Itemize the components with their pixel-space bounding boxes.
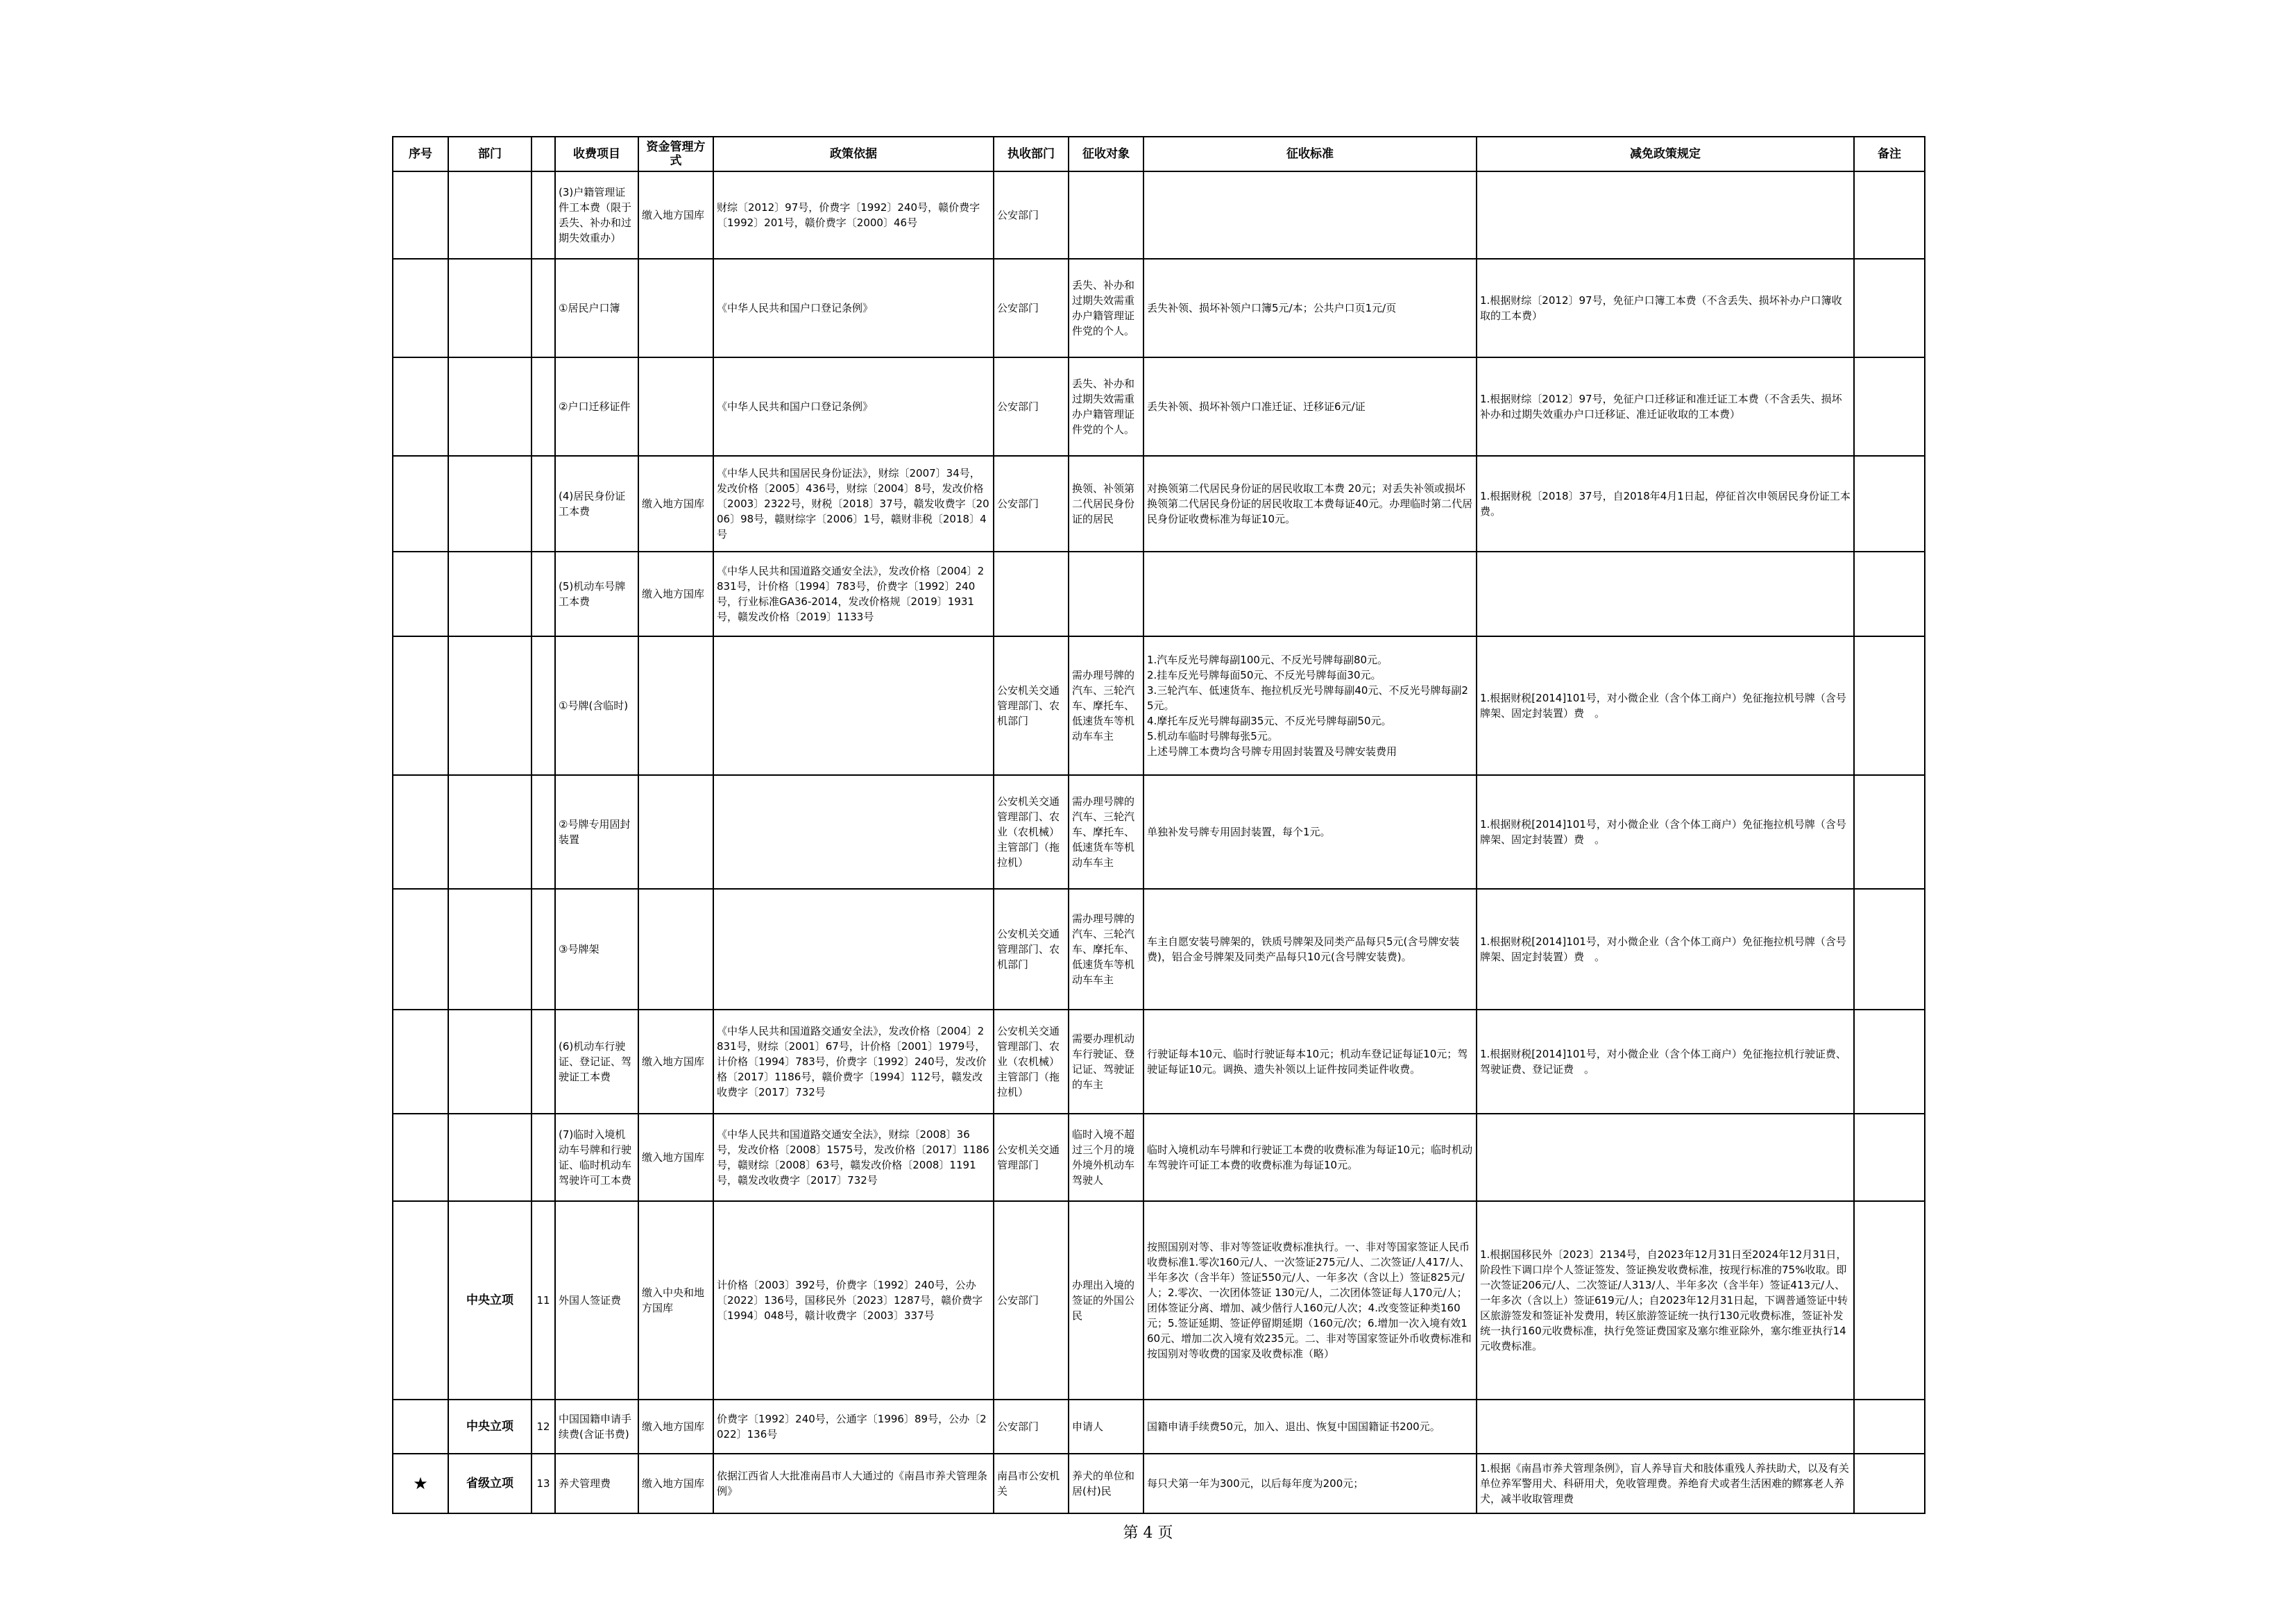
cell-target: 换领、补领第二代居民身份证的居民 — [1069, 456, 1143, 552]
cell-target: 需办理号牌的汽车、三轮汽车、摩托车、低速货车等机动车车主 — [1069, 636, 1143, 775]
cell-agency: 南昌市公安机关 — [994, 1454, 1069, 1513]
col-header-fund: 资金管理方式 — [638, 137, 713, 171]
cell-note — [1854, 1201, 1925, 1400]
col-header-dept: 部门 — [448, 137, 532, 171]
cell-note — [1854, 1114, 1925, 1201]
cell-dept — [448, 889, 532, 1010]
cell-fund: 缴入中央和地方国库 — [638, 1201, 713, 1400]
cell-target: 临时入境不超过三个月的境外境外机动车驾驶人 — [1069, 1114, 1143, 1201]
cell-fund — [638, 357, 713, 456]
cell-relief: 1.根据财税[2014]101号，对小微企业（含个体工商户）免征拖拉机号牌（含号牌架、固定封装置）费 。 — [1477, 889, 1854, 1010]
cell-seq — [393, 889, 448, 1010]
cell-note — [1854, 775, 1925, 889]
cell-policy: 《中华人民共和国道路交通安全法》，发改价格〔2004〕2831号，计价格〔1994〕783号，价费字〔1992〕240号，行业标准GA36-2014，发改价格规〔2019〕1931号，赣发改价格〔2019〕1133号 — [713, 552, 994, 636]
cell-dept — [448, 1010, 532, 1114]
cell-policy: 《中华人民共和国道路交通安全法》，财综〔2008〕36号，发改价格〔2008〕1575号，发改价格〔2017〕1186号，赣财综〔2008〕63号，赣发改价格〔2008〕1191号，赣发改收费字〔2017〕732号 — [713, 1114, 994, 1201]
cell-relief — [1477, 552, 1854, 636]
cell-target: 申请人 — [1069, 1400, 1143, 1454]
cell-seq — [393, 1400, 448, 1454]
cell-relief: 1.根据《南昌市养犬管理条例》，盲人养导盲犬和肢体重残人养扶助犬，以及有关单位养军警用犬、科研用犬，免收管理费。养绝育犬或者生活困难的鳏寡老人养犬，减半收取管理费 — [1477, 1454, 1854, 1513]
cell-relief — [1477, 1400, 1854, 1454]
cell-agency: 公安部门 — [994, 259, 1069, 357]
col-header-seq: 序号 — [393, 137, 448, 171]
cell-policy: 《中华人民共和国户口登记条例》 — [713, 357, 994, 456]
cell-note — [1854, 357, 1925, 456]
cell-num — [532, 775, 555, 889]
cell-item: 养犬管理费 — [555, 1454, 638, 1513]
cell-standard: 丢失补领、损坏补领户口簿5元/本；公共户口页1元/页 — [1143, 259, 1477, 357]
cell-agency: 公安部门 — [994, 357, 1069, 456]
cell-policy: 《中华人民共和国道路交通安全法》，发改价格〔2004〕2831号，财综〔2001〕67号，计价格〔2001〕1979号，计价格〔1994〕783号，价费字〔1992〕240号，发改价格〔2017〕1186号，赣价费字〔1994〕112号，赣发改收费字〔2017〕732号 — [713, 1010, 994, 1114]
col-header-item: 收费项目 — [555, 137, 638, 171]
cell-agency: 公安部门 — [994, 1400, 1069, 1454]
table-row — [393, 552, 1925, 636]
cell-agency: 公安部门 — [994, 1201, 1069, 1400]
table-row — [393, 889, 1925, 1010]
cell-fund: 缴入地方国库 — [638, 1400, 713, 1454]
col-header-blank — [532, 137, 555, 171]
cell-agency: 公安机关交通管理部门、农业（农机械）主管部门（拖拉机） — [994, 1010, 1069, 1114]
cell-agency: 公安部门 — [994, 456, 1069, 552]
cell-num — [532, 1010, 555, 1114]
cell-agency — [994, 552, 1069, 636]
cell-num — [532, 636, 555, 775]
cell-fund: 缴入地方国库 — [638, 1454, 713, 1513]
cell-target: 丢失、补办和过期失效需重办户籍管理证件党的个人。 — [1069, 357, 1143, 456]
cell-policy — [713, 889, 994, 1010]
table-row — [393, 357, 1925, 456]
cell-fund: 缴入地方国库 — [638, 1010, 713, 1114]
cell-note — [1854, 171, 1925, 259]
cell-policy: 财综〔2012〕97号，价费字〔1992〕240号，赣价费字〔1992〕201号，赣价费字〔2000〕46号 — [713, 171, 994, 259]
col-header-agency: 执收部门 — [994, 137, 1069, 171]
cell-item: (5)机动车号牌工本费 — [555, 552, 638, 636]
cell-note — [1854, 1010, 1925, 1114]
cell-num — [532, 357, 555, 456]
cell-fund: 缴入地方国库 — [638, 171, 713, 259]
cell-standard: 丢失补领、损坏补领户口准迁证、迁移证6元/证 — [1143, 357, 1477, 456]
cell-relief: 1.根据财税[2014]101号，对小微企业（含个体工商户）免征拖拉机号牌（含号牌架、固定封装置）费 。 — [1477, 636, 1854, 775]
cell-relief: 1.根据财综〔2012〕97号，免征户口迁移证和准迁证工本费（不含丢失、损坏补办和过期失效重办户口迁移证、准迁证收取的工本费） — [1477, 357, 1854, 456]
cell-fund — [638, 259, 713, 357]
cell-dept — [448, 552, 532, 636]
cell-policy: 依据江西省人大批准南昌市人大通过的《南昌市养犬管理条例》 — [713, 1454, 994, 1513]
cell-relief: 1.根据财税[2014]101号，对小微企业（含个体工商户）免征拖拉机号牌（含号牌架、固定封装置）费 。 — [1477, 775, 1854, 889]
cell-policy: 《中华人民共和国户口登记条例》 — [713, 259, 994, 357]
cell-agency: 公安机关交通管理部门、农业（农机械）主管部门（拖拉机） — [994, 775, 1069, 889]
cell-fund — [638, 636, 713, 775]
cell-num — [532, 171, 555, 259]
cell-seq — [393, 1201, 448, 1400]
table-row — [393, 1010, 1925, 1114]
cell-note — [1854, 1400, 1925, 1454]
cell-dept — [448, 775, 532, 889]
cell-dept — [448, 636, 532, 775]
cell-standard: 1.汽车反光号牌每副100元、不反光号牌每副80元。 2.挂车反光号牌每面50元、不反光号牌每面30元。 3.三轮汽车、低速货车、拖拉机反光号牌每副40元、不反光号牌每副25元。 4.摩托车反光号牌每副35元、不反光号牌每副50元。 5.机动车临时号牌每张5元。 上述号牌工本费均含号牌专用固封装置及号牌安装费用 — [1143, 636, 1477, 775]
cell-dept — [448, 171, 532, 259]
table-row — [393, 1400, 1925, 1454]
cell-policy — [713, 775, 994, 889]
cell-num — [532, 259, 555, 357]
cell-policy — [713, 636, 994, 775]
cell-seq — [393, 357, 448, 456]
cell-agency: 公安部门 — [994, 171, 1069, 259]
cell-fund — [638, 775, 713, 889]
cell-num: 12 — [532, 1400, 555, 1454]
cell-relief — [1477, 171, 1854, 259]
cell-note — [1854, 889, 1925, 1010]
cell-note — [1854, 259, 1925, 357]
cell-agency: 公安机关交通管理部门 — [994, 1114, 1069, 1201]
cell-seq — [393, 636, 448, 775]
cell-num: 13 — [532, 1454, 555, 1513]
cell-dept — [448, 259, 532, 357]
cell-standard: 按照国别对等、非对等签证收费标准执行。一、非对等国家签证人民币收费标准1.零次160元/人、一次签证275元/人、二次签证/人417/人、半年多次（含半年）签证550元/人、一年多次（含以上）签证825元/人；2.零次、一次团体签证 130元/人，二次团体签证每人170元/人；团体签证分离、增加、减少偕行人160元/人次；4.改变签证种类160元；5.签证延期、签证停留期延期（160元/次；6.增加一次入境有效160元、增加二次入境有效235元。二、非对等国家签证外币收费标准和按国别对等收费的国家及收费标准（略） — [1143, 1201, 1477, 1400]
fee-table — [392, 136, 1925, 1514]
cell-relief: 1.根据国移民外〔2023〕2134号，自2023年12月31日至2024年12月31日，阶段性下调口岸个人签证签发、签证换发收费标准，按现行标准的75%收取。即一次签证206元/人、二次签证/人313/人、半年多次（含半年）签证413元/人、一年多次（含以上）签证619元/人；自2023年12月31日起，下调普通签证中转区旅游签发和签证补发费用，转区旅游签证统一执行130元收费标准，签证补发统一执行160元收费标准，执行免签证费国家及塞尔维亚除外，塞尔维亚执行14元收费标准。 — [1477, 1201, 1854, 1400]
page-number: 第 4 页 — [1123, 1524, 1173, 1542]
cell-seq — [393, 552, 448, 636]
cell-agency: 公安机关交通管理部门、农机部门 — [994, 636, 1069, 775]
cell-target: 办理出入境的签证的外国公民 — [1069, 1201, 1143, 1400]
cell-dept — [448, 357, 532, 456]
cell-standard — [1143, 171, 1477, 259]
cell-item: ③号牌架 — [555, 889, 638, 1010]
cell-item: (7)临时入境机动车号牌和行驶证、临时机动车驾驶许可工本费 — [555, 1114, 638, 1201]
cell-agency: 公安机关交通管理部门、农机部门 — [994, 889, 1069, 1010]
cell-note — [1854, 456, 1925, 552]
cell-relief — [1477, 1114, 1854, 1201]
cell-seq — [393, 775, 448, 889]
cell-relief: 1.根据财综〔2012〕97号，免征户口簿工本费（不含丢失、损坏补办户口簿收取的工本费） — [1477, 259, 1854, 357]
cell-target: 养犬的单位和居(村)民 — [1069, 1454, 1143, 1513]
cell-standard: 车主自愿安装号牌架的，铁质号牌架及同类产品每只5元(含号牌安装费)，铝合金号牌架及同类产品每只10元(含号牌安装费)。 — [1143, 889, 1477, 1010]
table-row — [393, 456, 1925, 552]
cell-seq — [393, 259, 448, 357]
cell-item: (6)机动车行驶证、登记证、驾驶证工本费 — [555, 1010, 638, 1114]
cell-fund: 缴入地方国库 — [638, 1114, 713, 1201]
cell-target: 需要办理机动车行驶证、登记证、驾驶证的车主 — [1069, 1010, 1143, 1114]
cell-fund: 缴入地方国库 — [638, 456, 713, 552]
cell-standard: 每只犬第一年为300元，以后每年度为200元； — [1143, 1454, 1477, 1513]
table-row — [393, 1454, 1925, 1513]
cell-seq — [393, 171, 448, 259]
cell-num: 11 — [532, 1201, 555, 1400]
cell-dept — [448, 1114, 532, 1201]
col-header-target: 征收对象 — [1069, 137, 1143, 171]
cell-relief: 1.根据财税[2014]101号，对小微企业（含个体工商户）免征拖拉机行驶证费、驾驶证费、登记证费 。 — [1477, 1010, 1854, 1114]
cell-standard: 对换领第二代居民身份证的居民收取工本费 20元；对丢失补领或损坏换领第二代居民身份证的居民收取工本费每证40元。办理临时第二代居民身份证收费标准为每证10元。 — [1143, 456, 1477, 552]
header-row — [393, 137, 1925, 171]
cell-relief: 1.根据财税〔2018〕37号，自2018年4月1日起，停征首次申领居民身份证工本费。 — [1477, 456, 1854, 552]
table-row — [393, 1114, 1925, 1201]
cell-note — [1854, 636, 1925, 775]
cell-standard: 国籍申请手续费50元，加入、退出、恢复中国国籍证书200元。 — [1143, 1400, 1477, 1454]
cell-target: 需办理号牌的汽车、三轮汽车、摩托车、低速货车等机动车车主 — [1069, 775, 1143, 889]
cell-policy: 价费字〔1992〕240号，公通字〔1996〕89号，公办〔2022〕136号 — [713, 1400, 994, 1454]
cell-item: (3)户籍管理证件工本费（限于丢失、补办和过期失效重办） — [555, 171, 638, 259]
cell-dept — [448, 456, 532, 552]
col-header-note: 备注 — [1854, 137, 1925, 171]
table-row — [393, 775, 1925, 889]
col-header-relief: 减免政策规定 — [1477, 137, 1854, 171]
cell-seq — [393, 1010, 448, 1114]
cell-item: ①居民户口簿 — [555, 259, 638, 357]
col-header-standard: 征收标准 — [1143, 137, 1477, 171]
cell-num — [532, 1114, 555, 1201]
cell-item: 外国人签证费 — [555, 1201, 638, 1400]
table-row — [393, 259, 1925, 357]
table-row — [393, 171, 1925, 259]
cell-dept: 中央立项 — [448, 1201, 532, 1400]
cell-target: 需办理号牌的汽车、三轮汽车、摩托车、低速货车等机动车车主 — [1069, 889, 1143, 1010]
cell-target — [1069, 552, 1143, 636]
col-header-policy: 政策依据 — [713, 137, 994, 171]
cell-note — [1854, 1454, 1925, 1513]
cell-num — [532, 889, 555, 1010]
cell-dept: 中央立项 — [448, 1400, 532, 1454]
cell-item: ①号牌(含临时) — [555, 636, 638, 775]
cell-standard: 临时入境机动车号牌和行驶证工本费的收费标准为每证10元；临时机动车驾驶许可证工本费的收费标准为每证10元。 — [1143, 1114, 1477, 1201]
cell-target — [1069, 171, 1143, 259]
cell-target: 丢失、补办和过期失效需重办户籍管理证件党的个人。 — [1069, 259, 1143, 357]
cell-fund — [638, 889, 713, 1010]
cell-num — [532, 552, 555, 636]
cell-note — [1854, 552, 1925, 636]
cell-standard — [1143, 552, 1477, 636]
cell-item: ②户口迁移证件 — [555, 357, 638, 456]
table-row — [393, 636, 1925, 775]
cell-item: (4)居民身份证工本费 — [555, 456, 638, 552]
cell-item: ②号牌专用固封装置 — [555, 775, 638, 889]
cell-item: 中国国籍申请手续费(含证书费) — [555, 1400, 638, 1454]
table-row — [393, 1201, 1925, 1400]
cell-policy: 《中华人民共和国居民身份证法》，财综〔2007〕34号，发改价格〔2005〕436号，财综〔2004〕8号，发改价格〔2003〕2322号，财税〔2018〕37号，赣发收费字〔2006〕98号，赣财综字〔2006〕1号，赣财非税〔2018〕4号 — [713, 456, 994, 552]
cell-standard: 单独补发号牌专用固封装置，每个1元。 — [1143, 775, 1477, 889]
cell-num — [532, 456, 555, 552]
cell-fund: 缴入地方国库 — [638, 552, 713, 636]
cell-seq: ★ — [393, 1454, 448, 1513]
cell-seq — [393, 456, 448, 552]
cell-dept: 省级立项 — [448, 1454, 532, 1513]
cell-policy: 计价格〔2003〕392号，价费字〔1992〕240号，公办〔2022〕136号，国移民外〔2023〕1287号，赣价费字〔1994〕048号，赣计收费字〔2003〕337号 — [713, 1201, 994, 1400]
cell-seq — [393, 1114, 448, 1201]
cell-standard: 行驶证每本10元、临时行驶证每本10元；机动车登记证每证10元；驾驶证每证10元。调换、遗失补领以上证件按同类证件收费。 — [1143, 1010, 1477, 1114]
